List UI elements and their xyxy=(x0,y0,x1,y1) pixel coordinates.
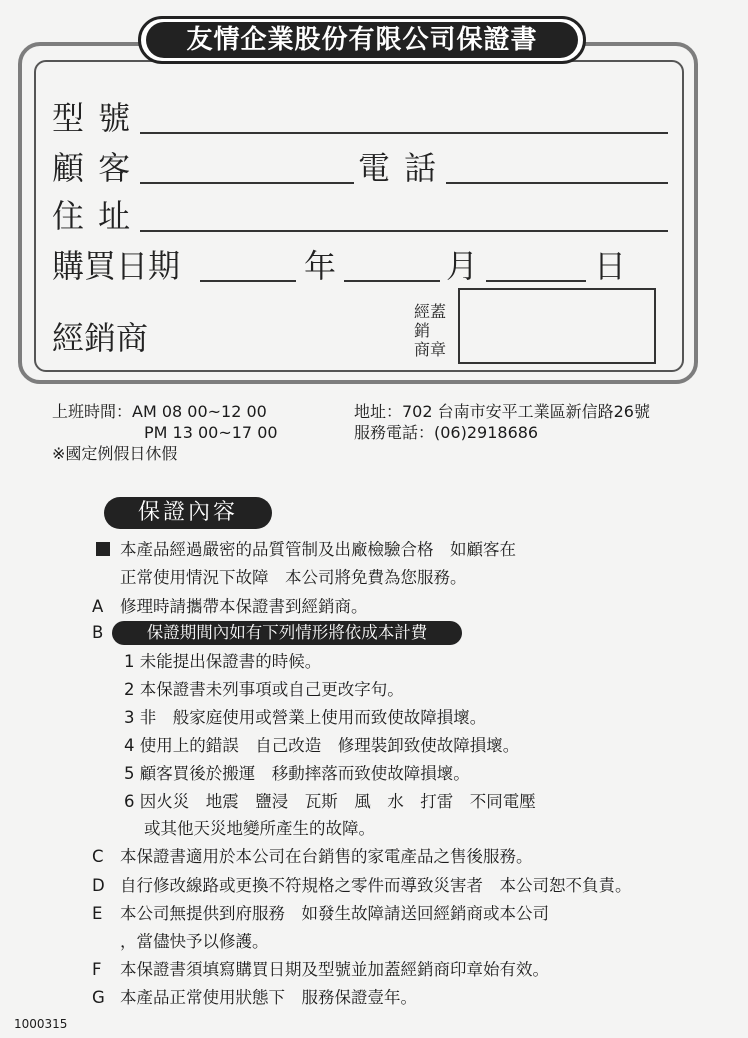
purchase-date-label: 購買日期 xyxy=(52,247,181,285)
address-field[interactable] xyxy=(140,230,668,232)
intro-line-2: 正常使用情況下故障 本公司將免費為您服務。 xyxy=(120,568,467,587)
item-c-letter: C xyxy=(92,847,104,866)
item-b3: 3 非 般家庭使用或營業上使用而致使故障損壞。 xyxy=(124,708,487,727)
card-title: 友情企業股份有限公司保證書 xyxy=(146,22,578,58)
item-a-text: 修理時請攜帶本保證書到經銷商。 xyxy=(120,597,368,616)
address-label: 住 址 xyxy=(52,197,133,235)
stamp-label-2: 銷 xyxy=(414,321,431,340)
day-label: 日 xyxy=(594,247,629,285)
day-field[interactable] xyxy=(486,280,586,282)
item-a-letter: A xyxy=(92,597,104,616)
company-address: 地址：702 台南市安平工業區新信路26號 xyxy=(354,402,650,421)
intro-line-1: 本產品經過嚴密的品質管制及出廠檢驗合格 如顧客在 xyxy=(120,540,516,559)
month-field[interactable] xyxy=(344,280,440,282)
item-b2: 2 本保證書未列事項或自己更改字句。 xyxy=(124,680,404,699)
dealer-label: 經銷商 xyxy=(52,319,149,357)
item-b6-line-1: 6 因火災 地震 鹽浸 瓦斯 風 水 打雷 不同電壓 xyxy=(124,792,536,811)
phone-label: 電 話 xyxy=(358,149,439,187)
bullet-square-icon xyxy=(96,542,110,556)
item-e-text-line-1: 本公司無提供到府服務 如發生故障請送回經銷商或本公司 xyxy=(120,904,549,923)
item-b6-line-2: 或其他天災地變所產生的故障。 xyxy=(144,819,375,838)
customer-label: 顧 客 xyxy=(52,149,133,187)
item-b5: 5 顧客買後於搬運 移動摔落而致使故障損壞。 xyxy=(124,764,470,783)
document-code: 1000315 xyxy=(14,1017,68,1031)
service-phone: 服務電話：(06)2918686 xyxy=(354,423,539,442)
year-label: 年 xyxy=(304,247,339,285)
item-d-letter: D xyxy=(92,876,105,895)
office-hours-am: 上班時間：AM 08 00~12 00 xyxy=(52,402,267,421)
item-e-letter: E xyxy=(92,904,103,923)
item-b-letter: B xyxy=(92,623,104,642)
customer-field[interactable] xyxy=(140,182,354,184)
section-title: 保證內容 xyxy=(104,497,272,529)
stamp-label-1: 經蓋 xyxy=(414,302,447,321)
dealer-stamp-box[interactable] xyxy=(458,288,656,364)
office-hours-pm: PM 13 00~17 00 xyxy=(144,423,278,442)
stamp-label-3: 商章 xyxy=(414,340,447,359)
holiday-note: ※國定例假日休假 xyxy=(52,444,178,463)
item-b1: 1 未能提出保證書的時候。 xyxy=(124,652,322,671)
item-d-text: 自行修改線路或更換不符規格之零件而導致災害者 本公司恕不負責。 xyxy=(120,876,632,895)
item-f-letter: F xyxy=(92,960,102,979)
item-e-text-line-2: ，當儘快予以修護。 xyxy=(120,932,269,951)
item-g-text: 本產品正常使用狀態下 服務保證壹年。 xyxy=(120,988,417,1007)
model-field[interactable] xyxy=(140,132,668,134)
year-field[interactable] xyxy=(200,280,296,282)
item-g-letter: G xyxy=(92,988,105,1007)
item-f-text: 本保證書須填寫購買日期及型號並加蓋經銷商印章始有效。 xyxy=(120,960,549,979)
phone-field[interactable] xyxy=(446,182,668,184)
model-label: 型 號 xyxy=(52,99,133,137)
month-label: 月 xyxy=(446,247,481,285)
item-b4: 4 使用上的錯誤 自己改造 修理裝卸致使故障損壞。 xyxy=(124,736,520,755)
item-c-text: 本保證書適用於本公司在台銷售的家電產品之售後服務。 xyxy=(120,847,533,866)
item-b-text: 保證期間內如有下列情形將依成本計費 xyxy=(112,621,462,645)
